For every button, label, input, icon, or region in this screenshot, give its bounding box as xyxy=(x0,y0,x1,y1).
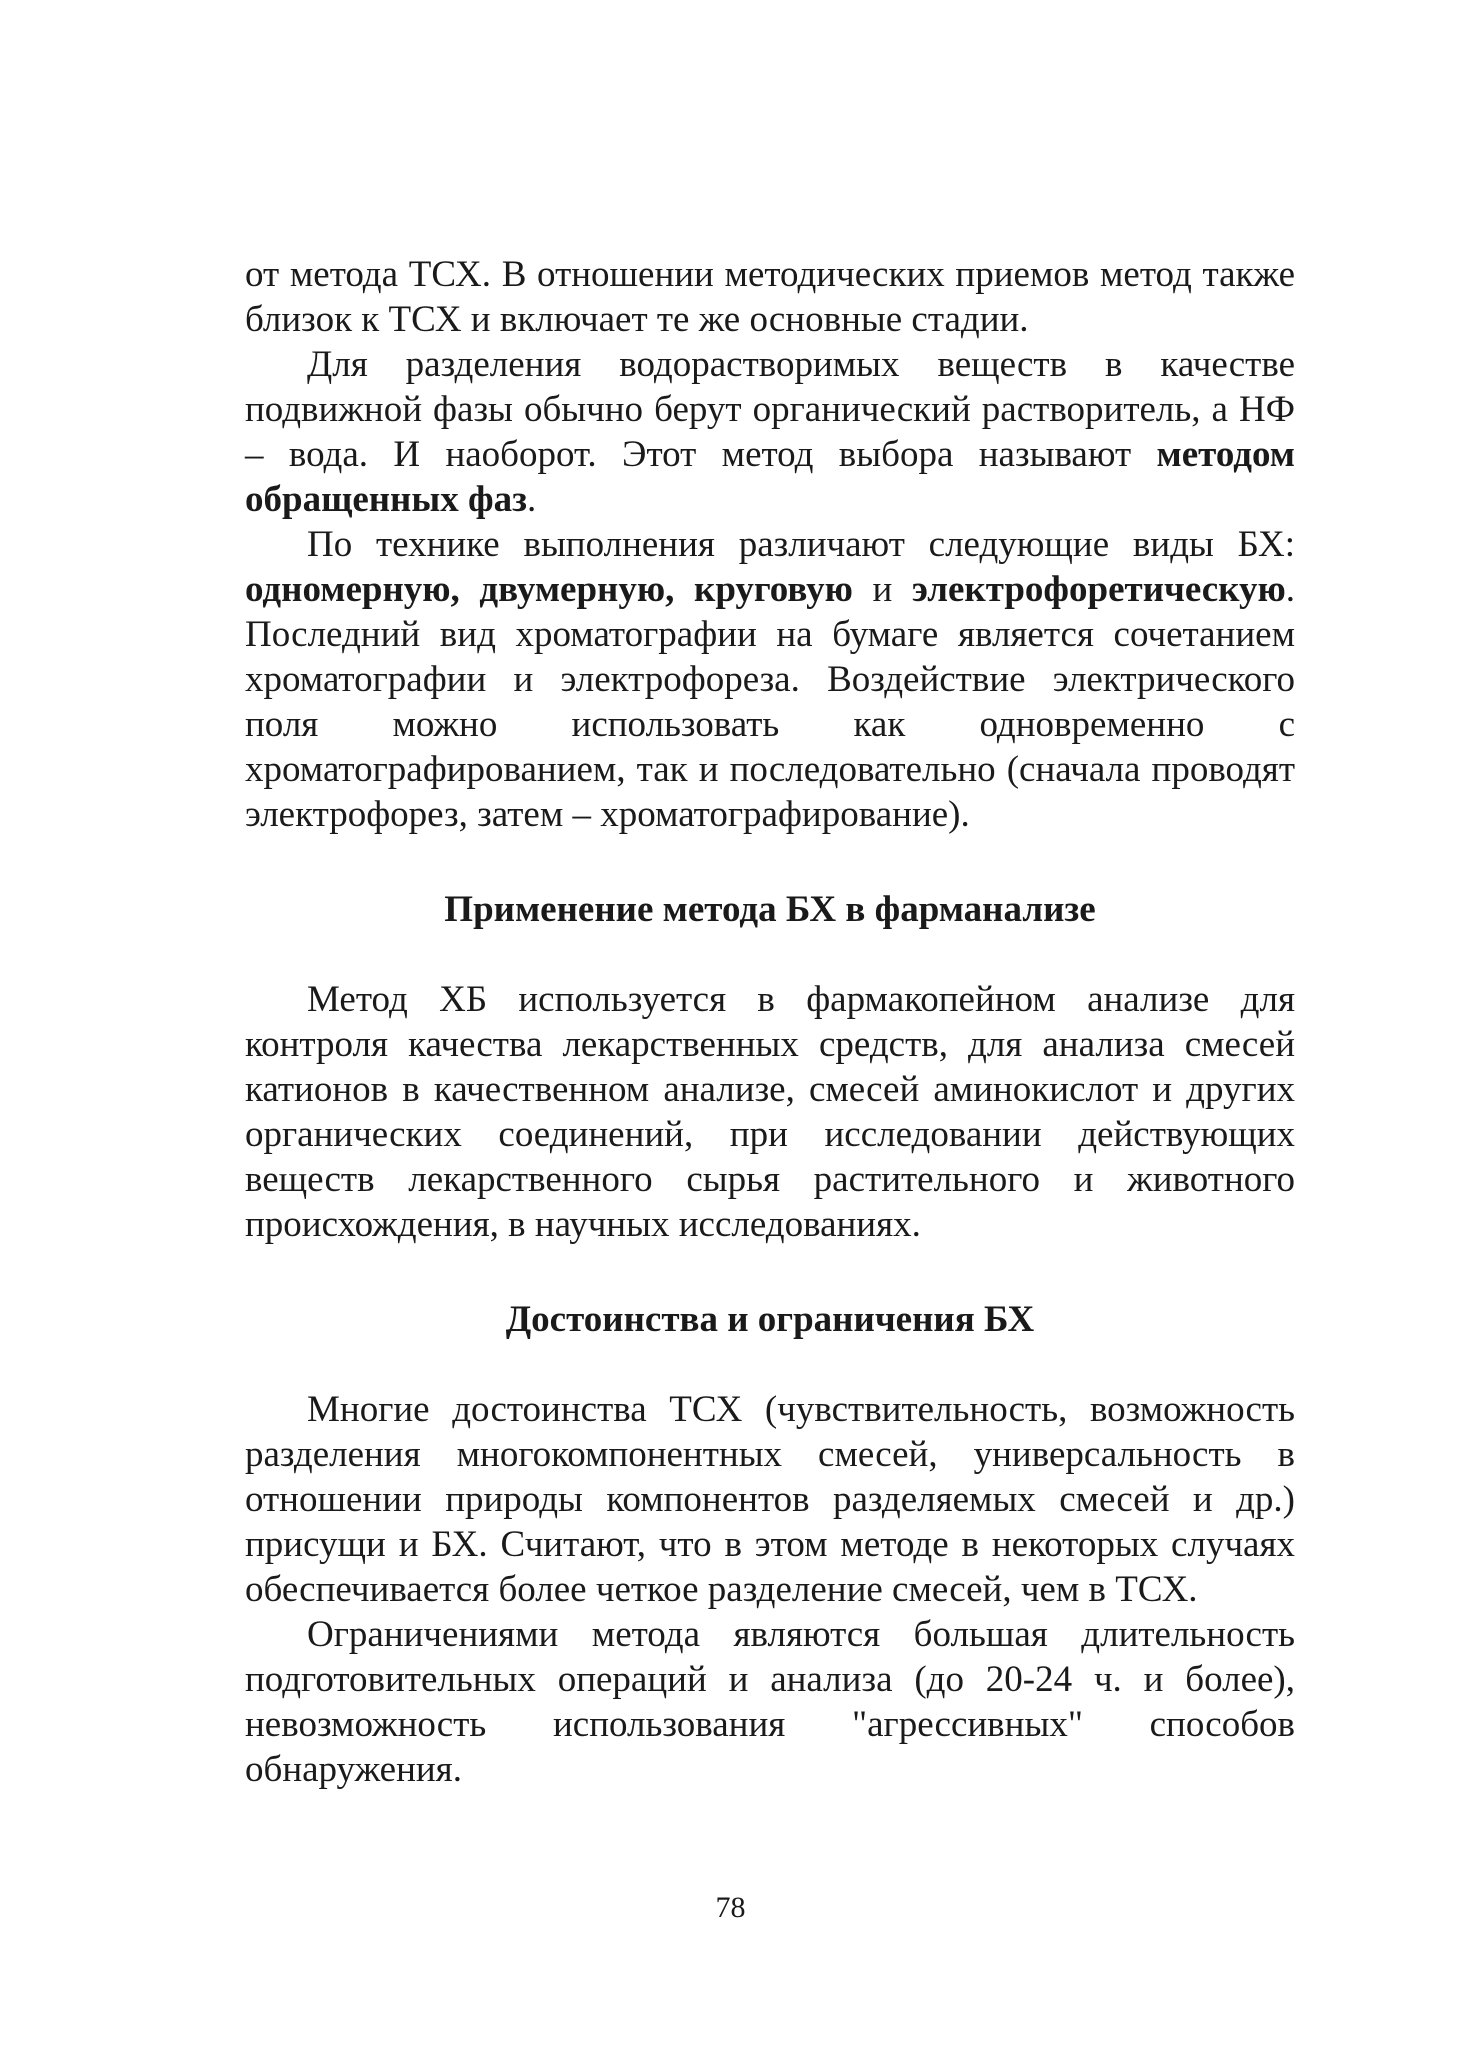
term-electrophoretic: электрофоретическую xyxy=(911,569,1286,610)
paragraph-1 xyxy=(245,252,1295,342)
paragraph-2-text-b: . xyxy=(526,479,537,520)
paragraph-2-text-a: Для разделения водорастворимых веществ в качестве подвижной фазы обычно берут органический растворитель, а НФ – вода. И наоборот. Этот метод выбора называют xyxy=(245,344,1295,475)
paragraph-3-text-b: . Последний вид хроматографии на бумаге является сочетанием хроматографии и электрофореза. Воздействие электрического поля можно использовать как одновременно с хроматографированием, так и последовательно (сначала проводят электрофорез, затем – хроматографирование). xyxy=(245,569,1295,835)
paragraph-5-text: Многие достоинства ТСХ (чувствительность, возможность разделения многокомпонентных смесей, универсальность в отношении природы компонентов разделяемых смесей и др.) присущи и БХ. Считают, что в этом методе в некоторых случаях обеспечивается более четкое разделение смесей, чем в ТСХ. xyxy=(245,1389,1295,1610)
term-reversed-phase: методом обращенных фаз xyxy=(245,434,1295,520)
section-heading-application: Применение метода БХ в фарманализе xyxy=(444,889,1096,930)
page-number: 78 xyxy=(715,1891,746,1924)
section-heading-advantages: Достоинства и ограничения БХ xyxy=(505,1299,1035,1340)
paragraph-3-text-a: По технике выполнения различают следующие виды БХ: xyxy=(307,524,1295,565)
paragraph-3 xyxy=(245,522,1295,837)
paragraph-4-text: Метод ХБ используется в фармакопейном анализе для контроля качества лекарственных средств, для анализа смесей катионов в качественном анализе, смесей аминокислот и других органических соединений, при исследовании действующих веществ лекарственного сырья растительного и животного происхождения, в научных исследованиях. xyxy=(245,979,1295,1245)
paragraph-6-text: Ограничениями метода являются большая длительность подготовительных операций и анализа (до 20-24 ч. и более), невозможность использования "агрессивных" способов обнаружения. xyxy=(245,1614,1295,1790)
paragraph-5 xyxy=(245,1387,1295,1612)
body-text xyxy=(245,252,1295,1792)
paragraph-6 xyxy=(245,1612,1295,1792)
paragraph-3-text-mid: и xyxy=(852,569,912,610)
paragraph-2 xyxy=(245,342,1295,522)
term-chromatography-types: одномерную, двумерную, круговую xyxy=(245,569,853,610)
paragraph-1-text: от метода ТСХ. В отношении методических приемов метод также близок к ТСХ и включает те же основные стадии. xyxy=(245,254,1295,340)
paragraph-4 xyxy=(245,977,1295,1247)
